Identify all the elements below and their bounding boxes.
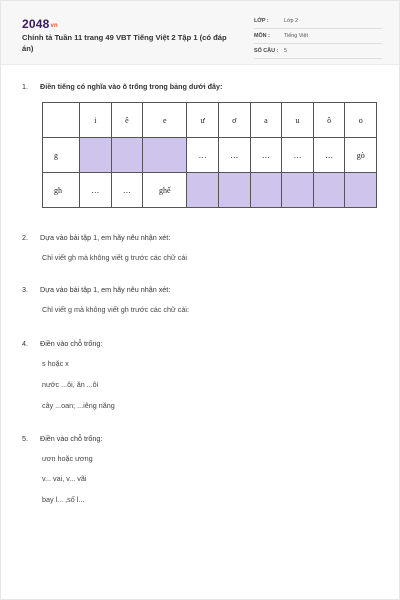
meta-info — [254, 14, 382, 59]
table-cell: … — [218, 138, 250, 173]
table-cell: … — [111, 173, 143, 208]
table-cell: … — [80, 173, 112, 208]
meta-value: Lớp 2 — [284, 18, 299, 24]
table-cell — [345, 173, 377, 208]
table-row-gh — [43, 173, 377, 208]
table-header-cell: ô — [313, 103, 345, 138]
exercise-line: nước ...ôi, ăn ...ôi — [42, 380, 99, 389]
question-number: 4. — [22, 339, 28, 348]
table-cell — [313, 173, 345, 208]
answer-text: Chỉ viết gh mà không viết g trước các chữ cái — [42, 253, 187, 262]
table-cell: … — [187, 138, 219, 173]
meta-row-subject — [254, 29, 382, 44]
question-number: 1. — [22, 82, 28, 91]
table-cell: ghế — [143, 173, 187, 208]
table-header-cell: a — [250, 103, 282, 138]
table-header-cell: o — [345, 103, 377, 138]
meta-row-count — [254, 44, 382, 59]
table-cell: … — [250, 138, 282, 173]
question-number: 5. — [22, 434, 28, 443]
table-cell: … — [313, 138, 345, 173]
table-cell — [250, 173, 282, 208]
exercise-line: v... vai, v... vãi — [42, 474, 87, 483]
worksheet-header — [1, 1, 399, 65]
table-cell — [218, 173, 250, 208]
question-text: Dựa vào bài tập 1, em hãy nêu nhận xét: — [40, 233, 171, 242]
meta-key: LỚP : — [254, 18, 269, 24]
table-header-row — [43, 103, 377, 138]
table-cell — [80, 138, 112, 173]
exercise-line: cây ...oan; ...iêng năng — [42, 401, 115, 410]
table-header-cell — [43, 103, 80, 138]
question-number: 3. — [22, 285, 28, 294]
question-text: Điền tiếng có nghĩa vào ô trống trong bảng dưới đây: — [40, 82, 223, 91]
table-header-cell: ê — [111, 103, 143, 138]
question-text: Điền vào chỗ trống: — [40, 434, 103, 443]
table-cell: … — [282, 138, 314, 173]
table-header-cell: u — [282, 103, 314, 138]
exercise-line: bay l... ,số l... — [42, 495, 85, 504]
meta-key: MÔN : — [254, 33, 270, 39]
meta-value: Tiếng Việt — [284, 33, 308, 39]
table-header-cell: ơ — [218, 103, 250, 138]
fill-in-table — [42, 102, 377, 208]
table-row-label: gh — [43, 173, 80, 208]
question-text: Dựa vào bài tập 1, em hãy nêu nhận xét: — [40, 285, 171, 294]
table-header-cell: ư — [187, 103, 219, 138]
table-cell — [111, 138, 143, 173]
logo-suffix: vn — [50, 23, 58, 29]
logo-text: 2048 — [22, 17, 50, 31]
site-logo[interactable] — [22, 17, 58, 31]
table-cell — [187, 173, 219, 208]
exercise-line: ươn hoặc ương — [42, 454, 93, 463]
meta-key: SỐ CÂU : — [254, 48, 279, 54]
table-cell — [143, 138, 187, 173]
table-row-label: g — [43, 138, 80, 173]
table-header-cell: i — [80, 103, 112, 138]
question-number: 2. — [22, 233, 28, 242]
meta-row-grade — [254, 14, 382, 29]
answer-text: Chỉ viết g mà không viết gh trước các chữ cái: — [42, 305, 189, 314]
table-header-cell: e — [143, 103, 187, 138]
table-cell: gò — [345, 138, 377, 173]
table-row-g — [43, 138, 377, 173]
question-text: Điền vào chỗ trống: — [40, 339, 103, 348]
table-cell — [282, 173, 314, 208]
exercise-line: s hoặc x — [42, 359, 69, 368]
document-title: Chính tả Tuần 11 trang 49 VBT Tiếng Việt 2 Tập 1 (có đáp án) — [22, 33, 227, 53]
meta-value: 5 — [284, 48, 287, 54]
